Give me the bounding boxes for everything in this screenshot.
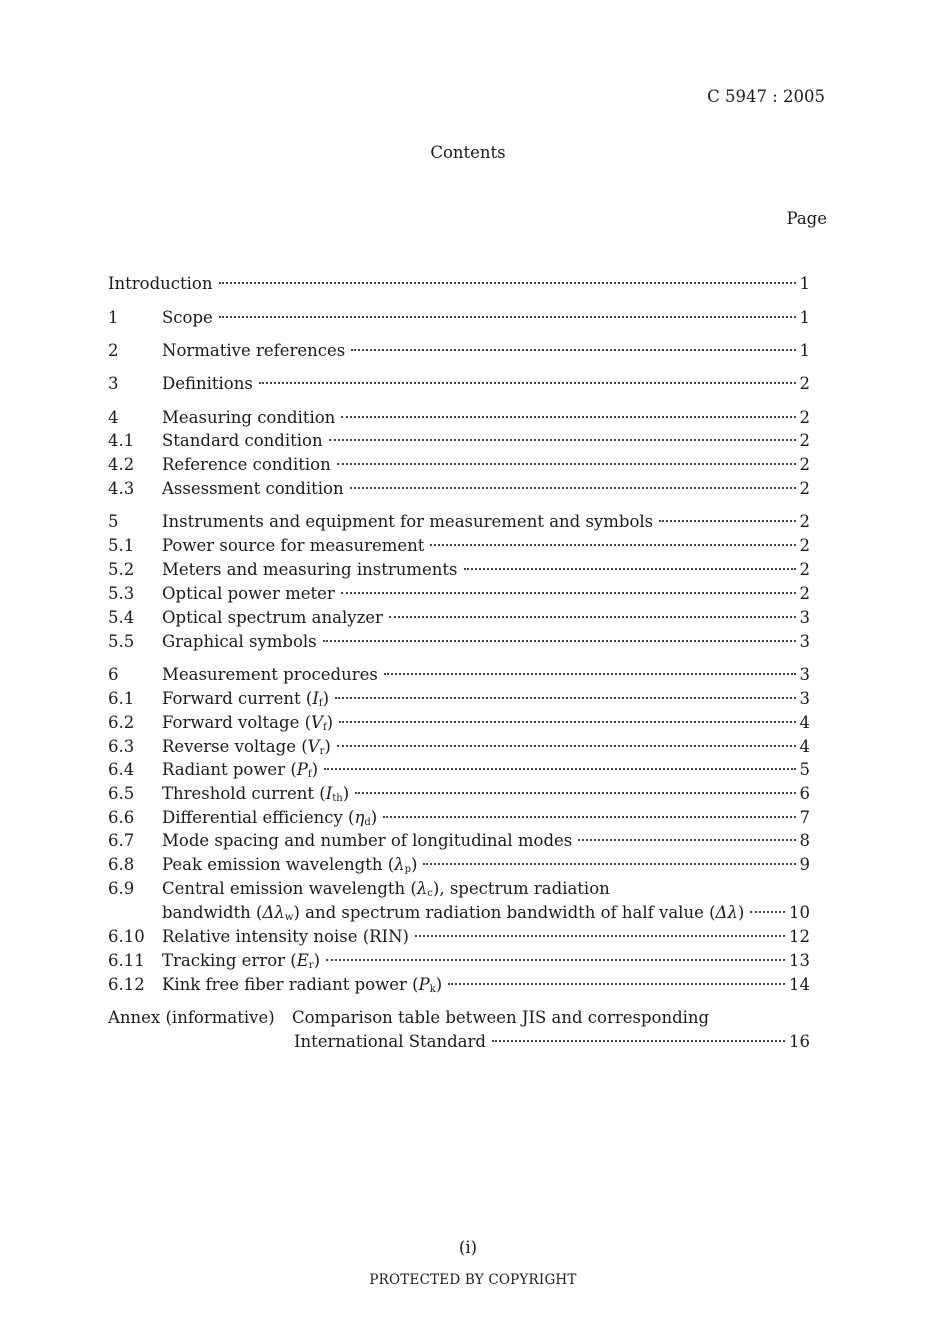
symbol-subscript: p [404,864,412,875]
toc-entry-page: 5 [799,760,810,779]
toc-entry-introduction[interactable] [108,273,810,295]
leader-dots [219,269,796,284]
leader-dots [350,474,796,489]
title-text: Forward current ( [162,689,313,708]
toc-entry-6-4[interactable] [108,759,810,781]
title-text: ), spectrum radiation [432,879,610,898]
toc-entry-page: 2 [799,408,810,427]
title-text: ) and spectrum radiation bandwidth of half value ( [293,903,716,922]
toc-entry-number: 5.3 [108,584,135,603]
leader-dots [448,970,785,985]
title-text: Tracking error ( [162,951,297,970]
toc-entry-number: 4.2 [108,455,135,474]
toc-entry-number: 4 [108,408,119,427]
leader-dots [384,660,796,675]
toc-entry-page: 6 [799,784,810,803]
title-text: Threshold current ( [162,784,326,803]
toc-entry-title [162,736,335,758]
copyright-notice: PROTECTED BY COPYRIGHT [369,1272,577,1288]
toc-entry-3[interactable] [108,373,810,395]
toc-entry-number: 6.12 [108,975,145,994]
leader-dots [341,579,796,594]
symbol-subscript: d [364,817,371,828]
toc-entry-5-1[interactable] [108,535,810,557]
leader-dots [329,426,796,441]
toc-entry-page: 13 [789,951,810,970]
leader-dots [335,684,795,699]
toc-entry-page: 7 [799,808,810,827]
symbol-subscript: c [427,888,433,899]
toc-entry-4-1[interactable] [108,430,810,452]
leader-dots [423,850,795,865]
title-text: Forward voltage ( [162,713,312,732]
toc-entry-title: Introduction [108,274,213,293]
title-close: ) [370,808,378,827]
leader-dots [341,403,795,418]
symbol: P [418,975,430,994]
leader-dots [219,303,796,318]
page-column-label: Page [786,209,827,228]
document-id: C 5947 : 2005 [707,87,825,106]
toc-entry-page: 3 [799,632,810,651]
toc-entry-6-8[interactable] [108,854,810,876]
toc-entry-title [162,759,322,781]
toc-entry-page: 1 [799,341,810,360]
title-text: Radiant power ( [162,760,297,779]
toc-entry-number: 6.3 [108,737,135,756]
leader-dots [389,603,796,618]
toc-entry-page: 3 [799,608,810,627]
toc-entry-page: 2 [799,431,810,450]
page-number: (i) [458,1238,478,1257]
toc-entry-title: Mode spacing and number of longitudinal modes [162,831,573,850]
toc-entry-page: 8 [799,831,810,850]
toc-entry-number: 6.11 [108,951,145,970]
toc-entry-title [162,950,324,972]
leader-dots [323,627,796,642]
toc-entry-number: 5.5 [108,632,135,651]
toc-entry-title: Optical power meter [162,584,335,603]
title-close: ) [342,784,350,803]
title-text: Reverse voltage ( [162,737,308,756]
toc-entry-title: Comparison table between JIS and corresponding [292,1008,710,1027]
toc-entry-title: Definitions [162,374,253,393]
leader-dots [383,803,795,818]
symbol: Δλ [262,903,285,922]
toc-entry-title: Instruments and equipment for measurement and symbols [162,512,654,531]
leader-dots [339,708,795,723]
toc-entry-title [162,688,333,710]
leader-dots [659,507,795,522]
title-text: Differential efficiency ( [162,808,355,827]
symbol-subscript: th [332,793,343,804]
toc-entry-title [162,807,381,829]
symbol: E [296,951,309,970]
toc-entry-page: 3 [799,689,810,708]
symbol: Δλ [715,903,738,922]
toc-entry-number: 4.3 [108,479,135,498]
toc-entry-6-11[interactable] [108,950,810,972]
toc-entry-page: 2 [799,374,810,393]
toc-entry-number: 4.1 [108,431,135,450]
symbol: P [296,760,308,779]
toc-entry-page: 9 [799,855,810,874]
toc-entry-annex-continued[interactable] [108,1031,810,1053]
toc-entry-number: 5 [108,512,119,531]
toc-entry-title [162,712,337,734]
toc-entry-6-9[interactable] [108,878,810,900]
toc-entry-title: Graphical symbols [162,632,317,651]
toc-entry-6-7[interactable] [108,830,810,852]
leader-dots [415,922,785,937]
title-close: ) [313,951,320,970]
symbol-subscript: w [284,912,294,923]
annex-label: Annex (informative) [108,1008,275,1027]
toc-entry-title: Optical spectrum analyzer [162,608,383,627]
toc-entry-title: Power source for measurement [162,536,425,555]
toc-entry-1[interactable] [108,307,810,329]
symbol: V [307,737,320,756]
symbol-subscript: f [307,769,312,780]
toc-entry-4-2[interactable] [108,454,810,476]
leader-dots [337,450,796,465]
toc-entry-5[interactable] [108,511,810,533]
toc-entry-title: Measurement procedures [162,665,378,684]
leader-dots [492,1027,785,1042]
leader-dots [750,898,785,913]
toc-entry-title: Measuring condition [162,408,336,427]
toc-entry-page: 12 [789,927,810,946]
toc-entry-4-3[interactable] [108,478,810,500]
toc-entry-page: 2 [799,560,810,579]
leader-dots [578,826,795,841]
toc-entry-page: 16 [789,1032,810,1051]
toc-entry-6[interactable] [108,664,810,686]
toc-entry-page: 2 [799,536,810,555]
toc-entry-2[interactable] [108,340,810,362]
toc-entry-number: 6.10 [108,927,145,946]
symbol-subscript: r [308,960,314,971]
page-title: Contents [430,143,506,162]
leader-dots [326,946,785,961]
symbol: V [311,713,323,732]
toc-entry-number: 6.9 [108,879,135,898]
toc-entry-title: Scope [162,308,213,327]
toc-entry-title: Meters and measuring instruments [162,560,458,579]
title-text: Central emission wavelength ( [162,879,417,898]
toc-entry-title: Reference condition [162,455,331,474]
toc-entry-title: International Standard [294,1032,486,1051]
toc-entry-6-10[interactable] [108,926,810,948]
toc-entry-6-9-continued[interactable] [108,902,810,924]
toc-entry-number: 2 [108,341,119,360]
toc-entry-number: 5.1 [108,536,135,555]
symbol: λ [394,855,405,874]
leader-dots [324,755,795,770]
toc-entry-page: 4 [799,737,810,756]
toc-entry-page: 1 [799,274,810,293]
leader-dots [464,555,796,570]
leader-dots [337,732,796,747]
title-close: ) [326,713,334,732]
toc-entry-title: Normative references [162,341,346,360]
symbol-subscript: k [429,984,436,995]
toc-entry-number: 6.4 [108,760,135,779]
title-close: ) [322,689,330,708]
toc-entry-6-2[interactable] [108,712,810,734]
title-text: bandwidth ( [162,903,263,922]
title-close: ) [435,975,443,994]
toc-entry-number: 6.2 [108,713,135,732]
toc-entry-title [162,878,614,900]
toc-entry-page: 1 [799,308,810,327]
toc-entry-number: 1 [108,308,119,327]
leader-dots [355,779,795,794]
symbol: η [354,808,365,827]
leader-dots [430,531,795,546]
toc-entry-title [108,902,748,924]
symbol-subscript: r [319,746,325,757]
toc-entry-5-3[interactable] [108,583,810,605]
toc-entry-title [162,783,353,805]
title-close: ) [411,855,418,874]
toc-entry-number: 6.8 [108,855,135,874]
toc-entry-number: 6.7 [108,831,135,850]
toc-entry-5-4[interactable] [108,607,810,629]
toc-entry-5-5[interactable] [108,631,810,653]
toc-entry-number: 5.2 [108,560,135,579]
symbol: I [312,689,319,708]
symbol: I [325,784,333,803]
leader-dots [259,369,796,384]
title-text: Kink free fiber radiant power ( [162,975,419,994]
toc-entry-6-1[interactable] [108,688,810,710]
toc-entry-title: Relative intensity noise (RIN) [162,927,409,946]
toc-entry-page: 2 [799,455,810,474]
title-close: ) [737,903,745,922]
toc-entry-6-12[interactable] [108,974,810,996]
toc-entry-title [162,974,446,996]
toc-entry-number: 3 [108,374,119,393]
toc-entry-title: Standard condition [162,431,323,450]
toc-entry-page: 14 [789,975,810,994]
toc-entry-page: 4 [799,713,810,732]
title-text: Peak emission wavelength ( [162,855,395,874]
title-close: ) [324,737,331,756]
toc-entry-title: Assessment condition [162,479,344,498]
toc-entry-number: 5.4 [108,608,135,627]
toc-entry-page: 10 [789,903,810,922]
toc-entry-title [162,854,421,876]
title-close: ) [311,760,319,779]
toc-entry-page: 2 [799,512,810,531]
leader-dots [351,336,795,351]
toc-entry-number: 6.5 [108,784,135,803]
toc-entry-page: 3 [799,665,810,684]
toc-entry-number: 6 [108,665,119,684]
symbol-subscript: f [322,722,327,733]
toc-entry-page: 2 [799,479,810,498]
toc-entry-annex[interactable] [108,1007,810,1029]
toc-entry-5-2[interactable] [108,559,810,581]
toc-entry-6-5[interactable] [108,783,810,805]
toc-entry-page: 2 [799,584,810,603]
symbol: λ [416,879,428,898]
toc-entry-number: 6.1 [108,689,135,708]
symbol-subscript: f [318,698,323,709]
toc-entry-number: 6.6 [108,808,135,827]
